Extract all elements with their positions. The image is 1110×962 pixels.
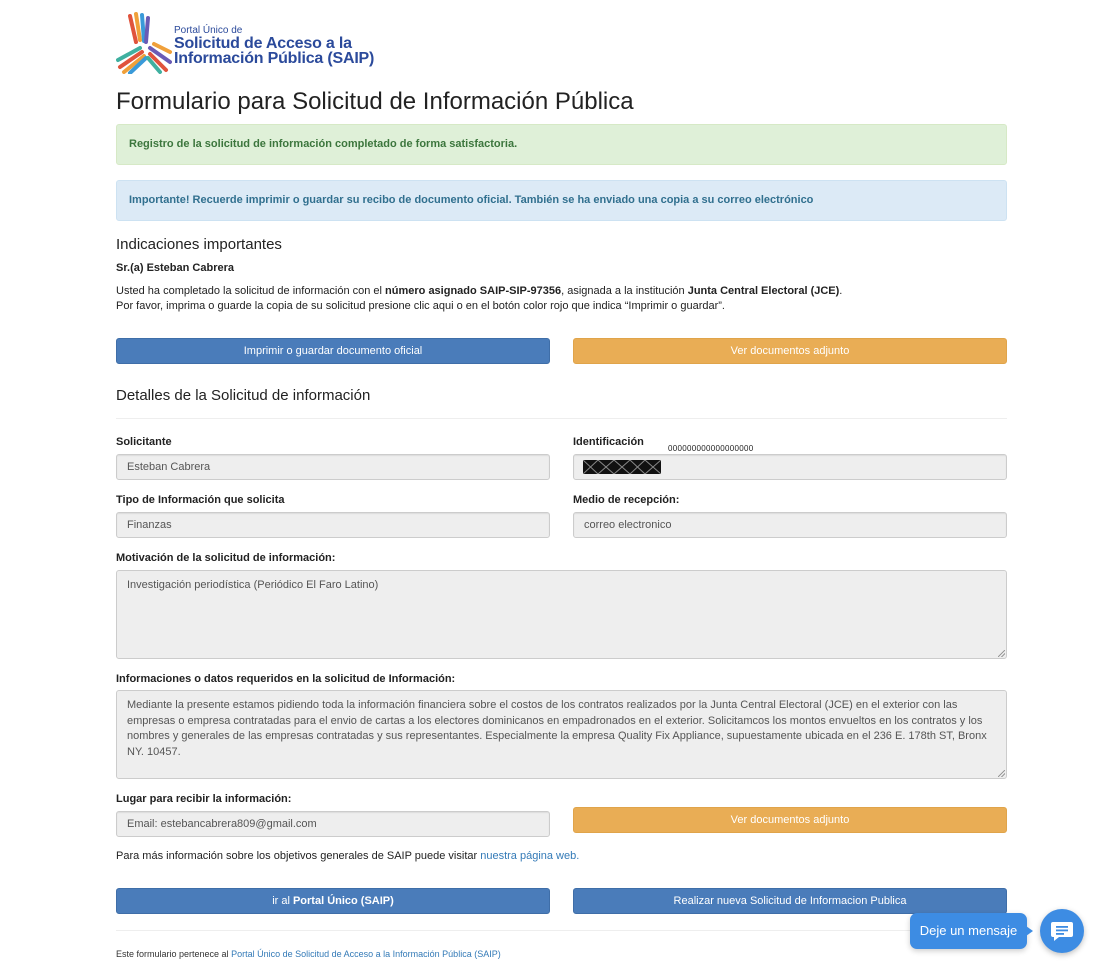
portal-button[interactable] bbox=[116, 888, 550, 914]
more-info-label: Para más información sobre los objetivos generales de SAIP puede visitar bbox=[116, 850, 481, 862]
indicaciones-title: Indicaciones importantes bbox=[116, 236, 282, 253]
para-text-c: , asignada a la institución bbox=[561, 285, 688, 297]
tipo-field[interactable]: Finanzas bbox=[116, 512, 550, 538]
indicaciones-paragraph bbox=[116, 284, 1007, 314]
motivacion-text: Investigación periodística (Periódico El Faro Latino) bbox=[127, 579, 379, 591]
new-request-button[interactable]: Realizar nueva Solicitud de Informacion Publica bbox=[573, 888, 1007, 914]
success-alert: Registro de la solicitud de información completado de forma satisfactoria. bbox=[116, 124, 1007, 165]
resize-handle[interactable] bbox=[998, 770, 1005, 777]
print-button[interactable]: Imprimir o guardar documento oficial bbox=[116, 338, 550, 364]
resize-handle[interactable] bbox=[998, 650, 1005, 657]
logo-line-2: Información Pública (SAIP) bbox=[174, 50, 375, 67]
lugar-field[interactable]: Email: estebancabrera809@gmail.com bbox=[116, 811, 550, 837]
saip-logo[interactable] bbox=[116, 12, 376, 74]
chat-icon[interactable] bbox=[1040, 909, 1084, 953]
info-alert: Importante! Recuerde imprimir o guardar su recibo de documento oficial. También se ha enviado una copia a su correo electrónico bbox=[116, 180, 1007, 221]
datos-text: Mediante la presente estamos pidiendo toda la información financiera sobre el costos de los contratos realizados por la Junta Central Electoral (JCE) en el exterior con las empresas o empresa contratadas para el envio de cartas a los electores dominicanos en empadronados en el exterior. Solicitamcos los montos envueltos en los contratos y los nombres y generales de las empresas contratadas y sus representantes. Especialmente la empresa Quality Fix Appliance, supuestamente ubicada en el 236 E. 178th ST, Bronx NY. 10457. bbox=[127, 699, 987, 758]
salutation: Sr.(a) Esteban Cabrera bbox=[116, 262, 234, 274]
details-title: Detalles de la Solicitud de información bbox=[116, 387, 371, 404]
saip-logo-icon bbox=[116, 12, 172, 74]
footer-divider bbox=[116, 930, 1007, 931]
datos-textarea[interactable] bbox=[116, 690, 1007, 779]
para-text-e: . bbox=[839, 285, 843, 297]
motivacion-label: Motivación de la solicitud de información: bbox=[116, 552, 336, 564]
request-number: número asignado SAIP-SIP-97356 bbox=[385, 285, 562, 297]
footer-portal-link[interactable]: Portal Único de Solicitud de Acceso a la Información Pública (SAIP) bbox=[231, 949, 501, 959]
identificacion-field[interactable] bbox=[573, 454, 1007, 480]
identificacion-hint: 000000000000000000 bbox=[668, 444, 754, 453]
portal-button-prefix: ir al bbox=[272, 895, 293, 907]
logo-line-1: Solicitud de Acceso a la bbox=[174, 35, 352, 52]
view-documents-button[interactable]: Ver documentos adjunto bbox=[573, 338, 1007, 364]
page-title: Formulario para Solicitud de Información Pública bbox=[116, 88, 634, 115]
masked-id-value bbox=[583, 460, 661, 474]
para-text-a: Usted ha completado la solicitud de información con el bbox=[116, 285, 386, 297]
medio-field[interactable]: correo electronico bbox=[573, 512, 1007, 538]
identificacion-label: Identificación bbox=[573, 436, 644, 448]
logo-small-text: Portal Único de bbox=[174, 25, 243, 36]
motivacion-textarea[interactable] bbox=[116, 570, 1007, 659]
website-link[interactable]: nuestra página web. bbox=[480, 850, 580, 862]
chat-message-bubble[interactable]: Deje un mensaje bbox=[910, 913, 1027, 949]
chat-glyph-icon bbox=[1050, 919, 1074, 943]
logo-text bbox=[174, 26, 374, 66]
lugar-label: Lugar para recibir la información: bbox=[116, 793, 292, 805]
solicitante-field[interactable]: Esteban Cabrera bbox=[116, 454, 550, 480]
view-documents-button-2[interactable]: Ver documentos adjunto bbox=[573, 807, 1007, 833]
institution-name: Junta Central Electoral (JCE) bbox=[687, 285, 840, 297]
para-text-2: Por favor, imprima o guarde la copia de su solicitud presione clic aqui o en el botón color rojo que indica “Imprimir o guardar”. bbox=[116, 300, 725, 312]
portal-button-bold: Portal Único (SAIP) bbox=[292, 895, 394, 907]
divider bbox=[116, 418, 1007, 419]
medio-label: Medio de recepción: bbox=[573, 494, 680, 506]
footer bbox=[116, 949, 501, 959]
footer-text: Este formulario pertenece al bbox=[116, 949, 232, 959]
datos-label: Informaciones o datos requeridos en la solicitud de Información: bbox=[116, 673, 456, 685]
solicitante-label: Solicitante bbox=[116, 436, 172, 448]
tipo-label: Tipo de Información que solicita bbox=[116, 494, 285, 506]
more-info-text bbox=[116, 850, 579, 862]
